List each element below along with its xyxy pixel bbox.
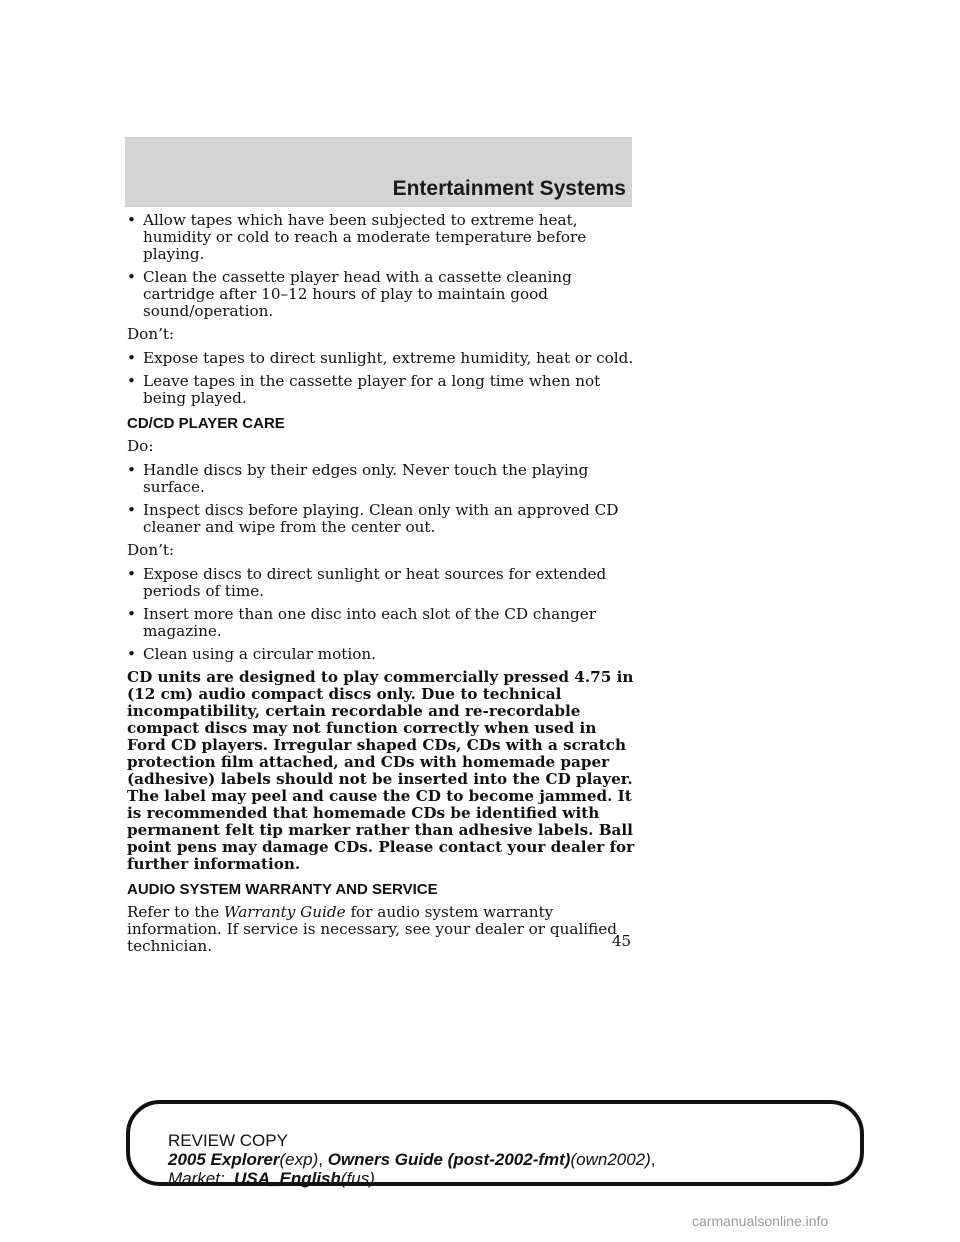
bullet-icon: • (127, 349, 136, 367)
list-item (127, 462, 637, 496)
review-market: USA_English (234, 1169, 341, 1188)
bullet-icon: • (127, 645, 136, 663)
list-item (127, 646, 637, 663)
section-title: Entertainment Systems (392, 177, 626, 200)
list-item (127, 502, 637, 536)
review-model-line (168, 1150, 656, 1169)
cd-warning-paragraph: CD units are designed to play commercially pressed 4.75 in (12 cm) audio compact discs only. Due to technical incompatibility, certain recordable and re-recordable compact discs may not function correctly when used in Ford CD players. Irregular shaped CDs, CDs with a scratch protection film attached, and CDs with homemade paper (adhesive) labels should not be inserted into the CD player. The label may peel and cause the CD to become jammed. It is recommended that homemade CDs be identified with permanent felt tip marker rather than adhesive labels. Ball point pens may damage CDs. Please contact your dealer for further information. (127, 668, 635, 873)
review-model: 2005 Explorer (168, 1150, 280, 1169)
watermark: carmanualsonline.info (692, 1213, 829, 1229)
review-market-line (168, 1169, 656, 1188)
list-item (127, 373, 637, 407)
warranty-text-after: for audio system warranty information. If service is necessary, see your dealer or qualified technician. (127, 903, 618, 955)
review-guide-code: (own2002) (570, 1150, 651, 1169)
review-separator: , (318, 1150, 328, 1169)
warranty-text-before: Refer to the (127, 903, 220, 921)
review-separator: , (650, 1150, 656, 1169)
bullet-icon: • (127, 565, 136, 583)
list-item-text: Leave tapes in the cassette player for a long time when not being played. (143, 372, 601, 407)
warranty-paragraph (127, 904, 637, 955)
bullet-icon: • (127, 501, 136, 519)
review-market-code: (fus) (340, 1169, 375, 1188)
warranty-heading: AUDIO SYSTEM WARRANTY AND SERVICE (127, 881, 438, 898)
review-copy-text (168, 1131, 656, 1188)
list-item-text: Inspect discs before playing. Clean only with an approved CD cleaner and wipe from the center out. (143, 501, 619, 536)
bullet-icon: • (127, 605, 136, 623)
list-item-text: Clean the cassette player head with a cassette cleaning cartridge after 10–12 hours of play to maintain good sound/operation. (143, 268, 572, 320)
list-item-text: Insert more than one disc into each slot of the CD changer magazine. (143, 605, 596, 640)
list-item (127, 212, 637, 263)
list-item-text: Expose tapes to direct sunlight, extreme humidity, heat or cold. (143, 349, 634, 367)
review-copy-box (126, 1100, 864, 1186)
review-guide: Owners Guide (post-2002-fmt) (327, 1150, 571, 1169)
review-model-code: (exp) (279, 1150, 319, 1169)
list-item-text: Expose discs to direct sunlight or heat sources for extended periods of time. (143, 565, 607, 600)
list-item-text: Handle discs by their edges only. Never touch the playing surface. (143, 461, 589, 496)
page-content (127, 212, 637, 962)
bullet-icon: • (127, 268, 136, 286)
warranty-guide-title: Warranty Guide (223, 903, 346, 921)
bullet-icon: • (127, 211, 136, 229)
list-item (127, 606, 637, 640)
list-item-text: Clean using a circular motion. (143, 645, 376, 663)
do-label: Do: (127, 437, 154, 455)
bullet-icon: • (127, 372, 136, 390)
section-header-bar (125, 137, 632, 207)
list-item-text: Allow tapes which have been subjected to extreme heat, humidity or cold to reach a moderate temperature before playing. (143, 211, 587, 263)
list-item (127, 269, 637, 320)
list-item (127, 350, 637, 367)
dont-label: Don’t: (127, 325, 175, 343)
list-item (127, 566, 637, 600)
bullet-icon: • (127, 461, 136, 479)
cd-care-heading: CD/CD PLAYER CARE (127, 415, 285, 432)
dont-label: Don’t: (127, 541, 175, 559)
review-market-label: Market: (168, 1169, 225, 1188)
review-copy-label: REVIEW COPY (168, 1131, 288, 1150)
page-number: 45 (612, 932, 632, 950)
